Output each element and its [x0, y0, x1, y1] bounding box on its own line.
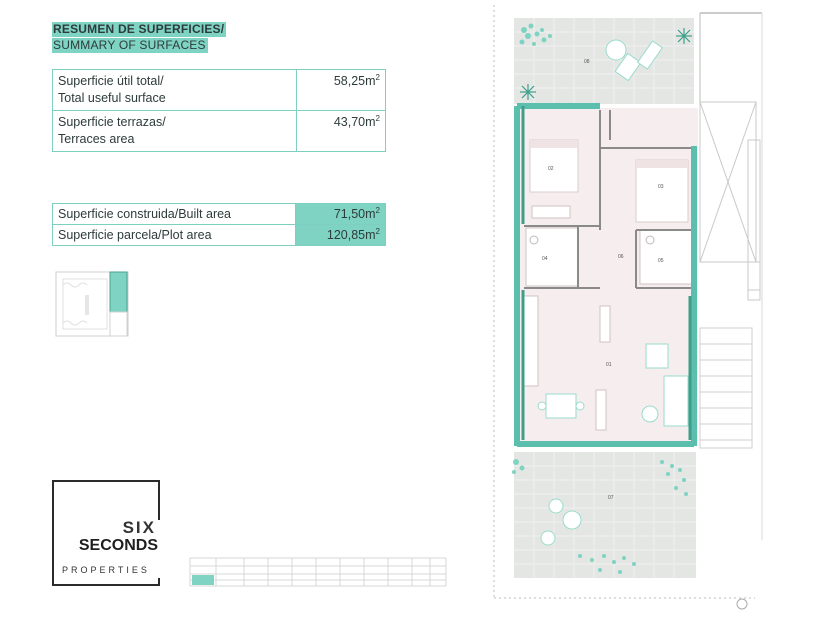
logo-frame-right-bottom — [158, 578, 160, 586]
compass-icon — [737, 599, 747, 609]
palm-icon — [520, 84, 536, 100]
label-es: Superficie útil total/ — [58, 74, 164, 88]
value-text: 43,70m — [333, 115, 376, 129]
area-value — [296, 225, 386, 246]
bathroom-05 — [640, 230, 692, 284]
surface-value — [296, 70, 385, 111]
surface-label — [53, 111, 297, 152]
value-text: 71,50m — [333, 207, 376, 221]
room-label-07: 07 — [608, 495, 614, 501]
surfaces-table — [52, 69, 386, 152]
surface-label — [53, 70, 297, 111]
room-label-08: 08 — [584, 59, 590, 65]
summary-heading-en: SUMMARY OF SURFACES — [53, 38, 206, 52]
area-label: Superficie construida/Built area — [53, 204, 296, 225]
table-row — [53, 225, 386, 246]
room-label-04: 04 — [542, 256, 548, 262]
room-label-02: 02 — [548, 166, 554, 172]
label-es: Superficie terrazas/ — [58, 115, 166, 129]
label-en: Terraces area — [58, 132, 135, 146]
logo-frame-right — [158, 480, 160, 520]
bathroom-04 — [526, 228, 578, 286]
room-label-01: 01 — [606, 362, 612, 368]
table-row — [53, 70, 386, 111]
tv-unit — [596, 390, 606, 430]
armchair — [646, 344, 668, 368]
value-text: 120,85m — [326, 228, 376, 242]
unit-exponent: 2 — [375, 114, 380, 123]
areas-table — [52, 203, 386, 246]
kitchen-counter — [524, 296, 538, 386]
summary-heading — [52, 22, 226, 53]
room-label-06: 06 — [618, 254, 624, 260]
logo-six: SIX — [122, 518, 156, 537]
company-logo — [52, 480, 160, 586]
summary-heading-es: RESUMEN DE SUPERFICIES/ — [53, 22, 225, 36]
kitchen-island — [600, 306, 610, 342]
palm-icon — [676, 28, 692, 44]
coffee-table — [642, 406, 658, 422]
dining-table — [546, 394, 576, 418]
staircase — [700, 328, 752, 448]
bed-03 — [636, 160, 688, 222]
location-thumbnail — [55, 271, 131, 339]
logo-properties: PROPERTIES — [62, 565, 150, 575]
building-elevation-sketch — [188, 556, 450, 590]
unit-exponent: 2 — [375, 227, 380, 236]
room-label-03: 03 — [658, 184, 664, 190]
area-value — [296, 204, 386, 225]
floor-plan — [488, 0, 788, 620]
surface-value — [296, 111, 385, 152]
unit-exponent: 2 — [375, 73, 380, 82]
area-label: Superficie parcela/Plot area — [53, 225, 296, 246]
table-row — [53, 204, 386, 225]
table-row — [53, 111, 386, 152]
unit-exponent: 2 — [375, 206, 380, 215]
room-label-05: 05 — [658, 258, 664, 264]
terrace-front — [514, 452, 696, 578]
value-text: 58,25m — [333, 74, 376, 88]
label-en: Total useful surface — [58, 91, 166, 105]
wardrobe-02 — [532, 206, 570, 218]
logo-seconds: SECONDS — [78, 537, 158, 554]
sofa — [664, 376, 688, 426]
